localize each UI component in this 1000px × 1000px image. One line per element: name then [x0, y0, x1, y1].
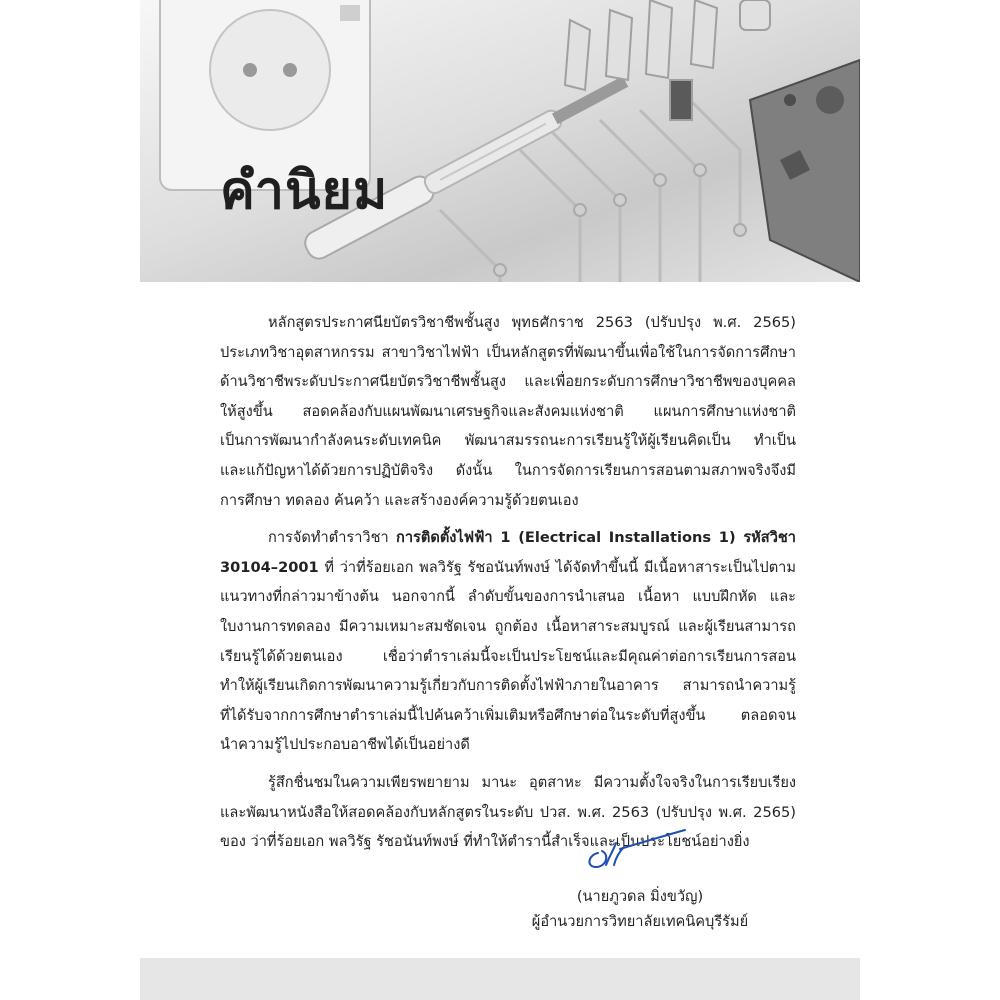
text-line: นำความรู้ไปประกอบอาชีพได้เป็นอย่างดี: [220, 736, 470, 754]
paragraph-3: [220, 768, 796, 857]
text-line: เรียนรู้ได้ด้วยตนเอง เชื่อว่าตำราเล่มนี้จะเป็นประโยชน์และมีคุณค่าต่อการเรียนการสอน: [220, 647, 796, 665]
header-image-banner: [140, 0, 860, 282]
footer-bar: [140, 958, 860, 1000]
text-line: ทำให้ผู้เรียนเกิดการพัฒนาความรู้เกี่ยวกับการติดตั้งไฟฟ้าภายในอาคาร สามารถนำความรู้: [220, 677, 796, 695]
text-fragment: การจัดทำตำราวิชา: [268, 529, 396, 547]
text-line: ด้านวิชาชีพระดับประกาศนียบัตรวิชาชีพชั้นสูง และเพื่อยกระดับการศึกษาวิชาชีพของบุคคล: [220, 373, 796, 391]
text-line: การศึกษา ทดลอง ค้นคว้า และสร้างองค์ความรู้ด้วยตนเอง: [220, 491, 579, 509]
course-code: 30104–2001: [220, 558, 319, 576]
text-line: ใบงานการทดลอง มีความเหมาะสมชัดเจน ถูกต้อง เนื้อหาสาระสมบูรณ์ และผู้เรียนสามารถ: [220, 617, 796, 635]
paragraph-1: [220, 308, 796, 515]
document-page: [140, 0, 860, 1000]
signer-position: ผู้อำนวยการวิทยาลัยเทคนิคบุรีรัมย์: [531, 913, 749, 930]
handwritten-signature: [580, 825, 690, 875]
text-line: และแก้ปัญหาได้ด้วยการปฏิบัติจริง ดังนั้น ในการจัดการเรียนการสอนตามสภาพจริงจึงมี: [220, 461, 796, 479]
electrical-tools-photo: [140, 0, 860, 282]
text-line: ที่ได้รับจากการศึกษาตำราเล่มนี้ไปค้นคว้าเพิ่มเติมหรือศึกษาต่อในระดับที่สูงขึ้น ตลอดจน: [220, 706, 796, 724]
text-line: แนวทางที่กล่าวมาข้างต้น นอกจากนี้ ลำดับขั้นของการนำเสนอ เนื้อหา แบบฝึกหัด และ: [220, 588, 796, 606]
text-line: [220, 553, 796, 583]
text-line: หลักสูตรประกาศนียบัตรวิชาชีพชั้นสูง พุทธศักราช 2563 (ปรับปรุง พ.ศ. 2565): [268, 314, 796, 331]
signer-name: (นายภูวดล มิ่งขวัญ): [576, 888, 704, 905]
text-line: และพัฒนาหนังสือให้สอดคล้องกับหลักสูตรในระดับ ปวส. พ.ศ. 2563 (ปรับปรุง พ.ศ. 2565): [220, 803, 796, 821]
course-title: การติดตั้งไฟฟ้า 1 (Electrical Installations 1) รหัสวิชา: [396, 529, 796, 547]
paragraph-2: [220, 523, 796, 760]
text-line: ประเภทวิชาอุตสาหกรรม สาขาวิชาไฟฟ้า เป็นหลักสูตรที่พัฒนาขึ้นเพื่อใช้ในการจัดการศึกษา: [220, 343, 796, 361]
text-line: เป็นการพัฒนากำลังคนระดับเทคนิค พัฒนาสมรรถนะการเรียนรู้ให้ผู้เรียนคิดเป็น ทำเป็น: [220, 432, 796, 450]
text-line: [220, 523, 796, 553]
foreword-body: [220, 308, 796, 865]
text-line: ให้สูงขึ้น สอดคล้องกับแผนพัฒนาเศรษฐกิจและสังคมแห่งชาติ แผนการศึกษาแห่งชาติ: [220, 402, 796, 420]
text-line: ของ ว่าที่ร้อยเอก พลวิรัฐ รัชอนันท์พงษ์ ที่ทำให้ตำรานี้สำเร็จและเป็นประโยชน์อย่างยิ่ง: [220, 833, 750, 851]
text-line: รู้สึกชื่นชมในความเพียรพยายาม มานะ อุตสาหะ มีความตั้งใจจริงในการเรียบเรียง: [268, 773, 796, 791]
page-title: คำนิยม: [220, 161, 389, 221]
text-fragment: ที่ ว่าที่ร้อยเอก พลวิรัฐ รัชอนันท์พงษ์ ได้จัดทำขึ้นนี้ มีเนื้อหาสาระเป็นไปตาม: [318, 558, 796, 576]
